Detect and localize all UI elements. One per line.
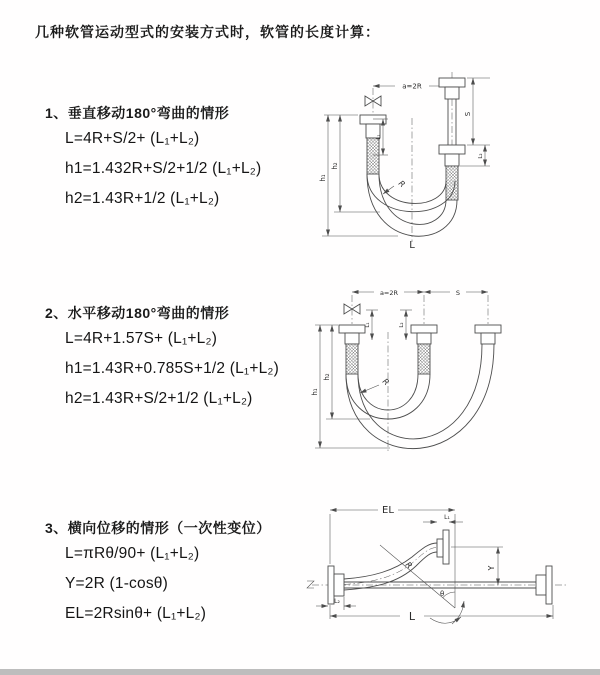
d2-left-pipe xyxy=(339,325,365,374)
section-2-formula-L: L=4R+1.57S+ (L₁+L₂) xyxy=(65,330,218,347)
d3-label-l: L xyxy=(408,610,416,623)
d1-label-l2: L₂ xyxy=(478,153,484,159)
d1-left-dimensions xyxy=(319,115,398,236)
d1-label-r: R xyxy=(396,178,407,190)
d2-right-pipe xyxy=(475,325,501,344)
d2-label-l1: L₁ xyxy=(365,322,371,328)
diagram-horizontal-180-bend xyxy=(310,282,600,467)
d1-label-l1: L₁ xyxy=(376,134,382,140)
d3-l1-dimension xyxy=(423,514,463,524)
d3-label-l2: L₂ xyxy=(334,598,340,605)
section-1-formula-L: L=4R+S/2+ (L₁+L₂) xyxy=(65,130,200,147)
section-2-formula-h1: h1=1.43R+0.785S+1/2 (L₁+L₂) xyxy=(65,360,279,377)
d2-label-h2: h₂ xyxy=(323,373,331,381)
d3-motion-arrow-icon xyxy=(455,615,463,622)
d1-radius-leader xyxy=(382,179,407,196)
d2-top-dimension xyxy=(352,289,488,297)
d3-l-dimension xyxy=(330,605,553,623)
d3-radius-and-angle xyxy=(380,545,466,624)
section-3-formula-Y: Y=2R (1-cosθ) xyxy=(65,575,168,592)
d3-upper-flange xyxy=(437,530,449,564)
d2-label-r: R xyxy=(380,376,391,388)
d3-right-flange xyxy=(536,566,552,604)
d1-right-pipe xyxy=(439,78,465,200)
d3-label-y: Y xyxy=(487,565,496,571)
d2-label-s: S xyxy=(455,288,461,297)
d1-label-s: S xyxy=(464,111,472,117)
section-3-heading: 3、横向位移的情形（一次性变位） xyxy=(45,520,271,536)
d2-radius-leader xyxy=(359,377,391,395)
d2-middle-pipe xyxy=(411,325,437,374)
section-3-formula-L: L=πRθ/90+ (L₁+L₂) xyxy=(65,545,200,562)
section-2-formula-h2: h2=1.43R+S/2+1/2 (L₁+L₂) xyxy=(65,390,253,407)
d3-label-l1: L₁ xyxy=(444,514,450,521)
page-title: 几种软管运动型式的安装方式时，软管的长度计算： xyxy=(35,24,380,40)
section-1-heading: 1、垂直移动180°弯曲的情形 xyxy=(45,105,230,121)
scan-bottom-edge xyxy=(0,669,600,675)
d3-label-theta: θ xyxy=(440,590,445,598)
d1-label-h2: h₂ xyxy=(331,162,339,170)
d2-small-dimensions xyxy=(365,310,412,340)
section-3-formula-EL: EL=2Rsinθ+ (L₁+L₂) xyxy=(65,605,207,622)
d2-label-a2r: a=2R xyxy=(379,288,399,297)
d1-label-h1: h₁ xyxy=(319,174,327,182)
d3-centerline-break-icon xyxy=(307,581,314,588)
d3-label-el: EL xyxy=(382,505,394,516)
section-1-formula-h1: h1=1.432R+S/2+1/2 (L₁+L₂) xyxy=(65,160,262,177)
section-2-heading: 2、水平移动180°弯曲的情形 xyxy=(45,305,230,321)
diagram-lateral-displacement xyxy=(300,498,600,653)
diagram-vertical-180-bend xyxy=(310,66,600,272)
d3-label-r: R xyxy=(403,560,414,571)
section-1-formula-h2: h2=1.43R+1/2 (L₁+L₂) xyxy=(65,190,220,207)
d2-label-l2: L₂ xyxy=(399,322,405,328)
d3-motion-arrow-icon xyxy=(461,601,466,608)
d1-label-a2r: a=2R xyxy=(402,82,422,91)
d2-label-h1: h₁ xyxy=(311,388,319,396)
d3-l2-dimension xyxy=(316,597,356,610)
d1-label-l: L xyxy=(409,240,415,251)
d3-y-dimension xyxy=(451,547,503,585)
